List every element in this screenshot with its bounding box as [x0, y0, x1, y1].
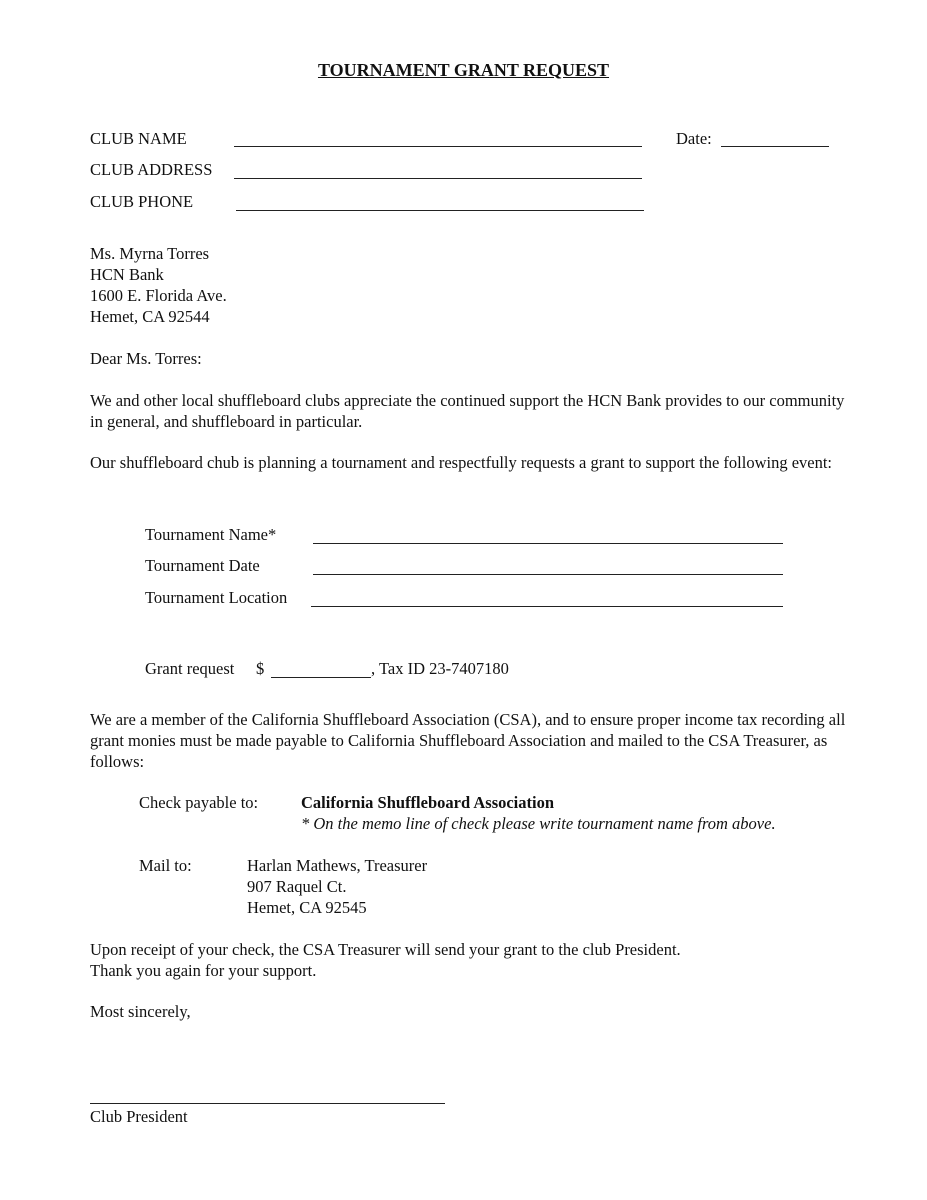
mail-to-label: Mail to: [139, 856, 192, 875]
sign-off: Most sincerely, [90, 1002, 191, 1021]
club-name-field[interactable] [234, 146, 642, 147]
date-field[interactable] [721, 146, 829, 147]
check-payee: California Shuffleboard Association [301, 793, 555, 812]
club-name-label: CLUB NAME [90, 129, 187, 148]
grant-request-label: Grant request [145, 659, 235, 678]
check-payable-label: Check payable to: [139, 793, 259, 812]
recipient-street: 1600 E. Florida Ave. [90, 286, 227, 305]
mail-line-2: 907 Raquel Ct. [247, 877, 347, 896]
salutation: Dear Ms. Torres: [90, 349, 202, 368]
tournament-date-field[interactable] [313, 574, 783, 575]
club-phone-label: CLUB PHONE [90, 192, 194, 211]
club-address-label: CLUB ADDRESS [90, 160, 213, 179]
club-address-field[interactable] [234, 178, 642, 179]
paragraph-support: We and other local shuffleboard clubs appreciate the continued support the HCN Bank provides to our community in general, and shuffleboard in particular. [90, 391, 845, 431]
tax-id: , Tax ID 23-7407180 [371, 659, 509, 678]
document-title: TOURNAMENT GRANT REQUEST [317, 60, 610, 80]
currency-symbol: $ [256, 659, 265, 678]
mail-line-3: Hemet, CA 92545 [247, 898, 367, 917]
paragraph-membership: We are a member of the California Shuffleboard Association (CSA), and to ensure proper income tax recording all grant monies must be made payable to California Shuffleboard Association and mailed to the CSA Treasurer, as follows: [90, 710, 846, 771]
closing-line-1: Upon receipt of your check, the CSA Treasurer will send your grant to the club President. [90, 940, 681, 959]
date-label: Date: [676, 129, 712, 148]
tournament-location-field[interactable] [311, 606, 783, 607]
tournament-name-label: Tournament Name* [145, 525, 277, 544]
signature-title: Club President [90, 1107, 188, 1126]
check-memo-note: * On the memo line of check please write tournament name from above. [301, 814, 776, 833]
recipient-name: Ms. Myrna Torres [90, 244, 210, 263]
closing-line-2: Thank you again for your support. [90, 961, 317, 980]
tournament-date-label: Tournament Date [145, 556, 260, 575]
tournament-location-label: Tournament Location [145, 588, 288, 607]
recipient-city: Hemet, CA 92544 [90, 307, 210, 326]
signature-line[interactable] [90, 1103, 445, 1104]
paragraph-request: Our shuffleboard chub is planning a tournament and respectfully requests a grant to support the following event: [90, 453, 833, 472]
grant-amount-field[interactable] [271, 677, 371, 678]
club-phone-field[interactable] [236, 210, 644, 211]
mail-line-1: Harlan Mathews, Treasurer [247, 856, 428, 875]
recipient-org: HCN Bank [90, 265, 164, 284]
tournament-name-field[interactable] [313, 543, 783, 544]
